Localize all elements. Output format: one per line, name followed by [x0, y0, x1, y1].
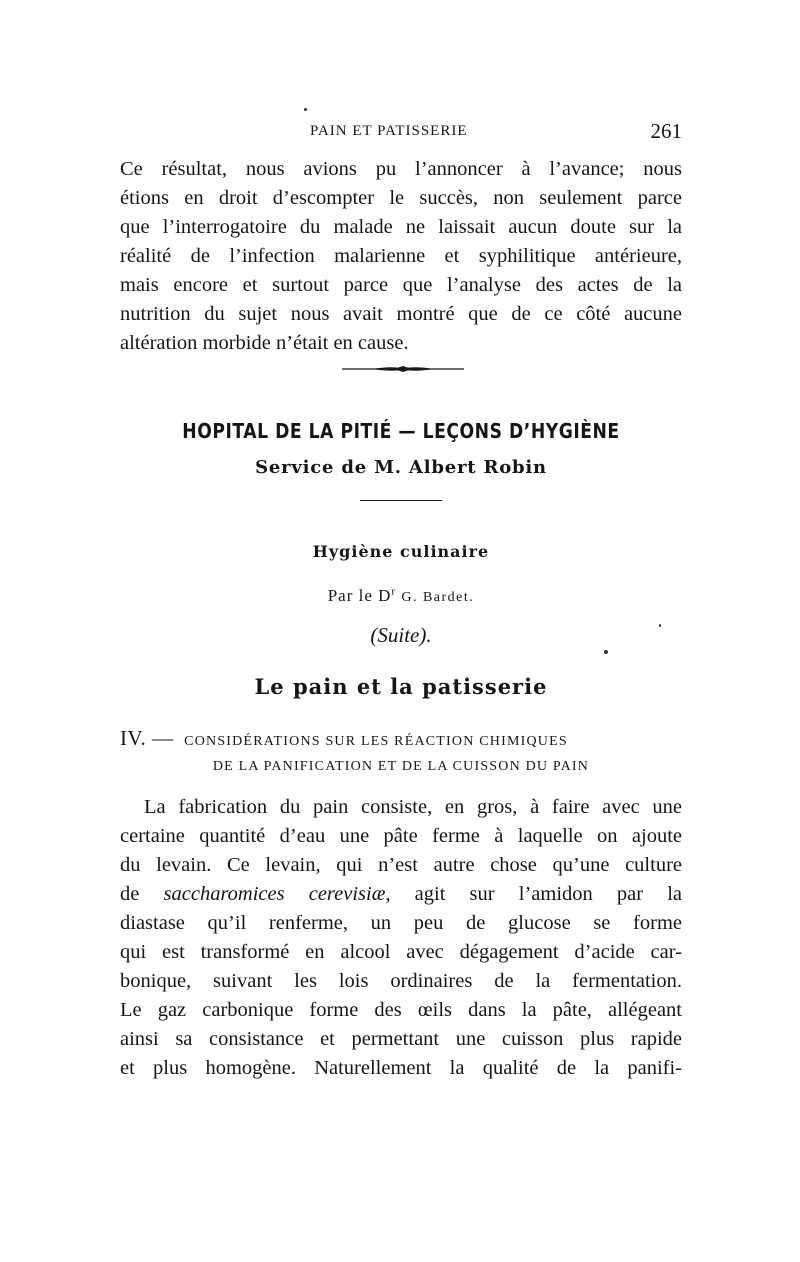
text-fragment: de	[120, 883, 140, 905]
text-line: mais encore et surtout parce que l’analyse des actes de la	[120, 274, 682, 296]
text-line: altération morbide n’était en cause.	[120, 332, 409, 354]
print-speck	[659, 624, 661, 627]
text-fragment: agit sur l’amidon par la	[414, 883, 683, 905]
running-head	[120, 118, 682, 144]
author-name: G. Bardet.	[401, 590, 475, 605]
running-title: PAIN ET PATISSERIE	[310, 123, 468, 139]
text-line	[120, 880, 682, 909]
text-line: bonique, suivant les lois ordinaires de la fermentation.	[120, 970, 682, 992]
print-speck	[604, 650, 608, 654]
text-line: du levain. Ce levain, qui n’est autre chose qu’une culture	[120, 854, 682, 876]
chapter-title-part-1: CONSIDÉRATIONS SUR LES RÉACTION CHIMIQUES	[184, 734, 568, 749]
chapter-heading	[120, 726, 682, 779]
text-line: réalité de l’infection malarienne et syphilitique antérieure,	[120, 245, 682, 267]
text-line: diastase qu’il renferme, un peu de glucose se forme	[120, 912, 682, 934]
text-line: La fabrication du pain consiste, en gros, à faire avec une	[144, 796, 682, 818]
text-line: que l’interrogatoire du malade ne laissait aucun doute sur la	[120, 216, 682, 238]
continued-label: (Suite).	[370, 623, 432, 647]
page-number: 261	[650, 119, 682, 143]
print-speck	[304, 108, 307, 111]
text-line: qui est transformé en alcool avec dégagement d’acide car-	[120, 941, 682, 963]
divider-ornament	[342, 366, 464, 372]
author-title-superscript: r	[391, 585, 397, 598]
paragraph-conclusion	[120, 155, 682, 358]
chapter-heading-line-2: DE LA PANIFICATION ET DE LA CUISSON DU PAIN	[212, 759, 590, 774]
text-line: ainsi sa consistance et permettant une cuisson plus rapide	[120, 1028, 682, 1050]
author-line	[120, 584, 682, 610]
article-title: Hygiène culinaire	[312, 542, 490, 561]
service-line: Service de M. Albert Robin	[255, 457, 547, 478]
chapter-numeral: IV. —	[120, 726, 174, 750]
chapter-heading-line-1	[120, 726, 682, 754]
text-line: et plus homogène. Naturellement la qualité de la panifi-	[120, 1057, 682, 1079]
text-line: certaine quantité d’eau une pâte ferme à laquelle on ajoute	[120, 825, 682, 847]
author-prefix: Par le D	[327, 586, 392, 605]
section-heading: HOPITAL DE LA PITIÉ — LEÇONS D’HYGIÈNE	[182, 419, 620, 443]
text-line: nutrition du sujet nous avait montré que de ce côté aucune	[120, 303, 682, 325]
text-line: Le gaz carbonique forme des œils dans la pâte, allégeant	[120, 999, 682, 1021]
text-line: Ce résultat, nous avions pu l’annoncer à l’avance; nous	[120, 158, 682, 180]
paragraph-bread	[120, 793, 682, 1083]
species-name: saccharomices cerevisiæ,	[163, 883, 391, 905]
text-line: étions en droit d’escompter le succès, non seulement parce	[120, 187, 682, 209]
subsection-title: Le pain et la patisserie	[254, 674, 548, 699]
horizontal-rule	[360, 500, 442, 501]
